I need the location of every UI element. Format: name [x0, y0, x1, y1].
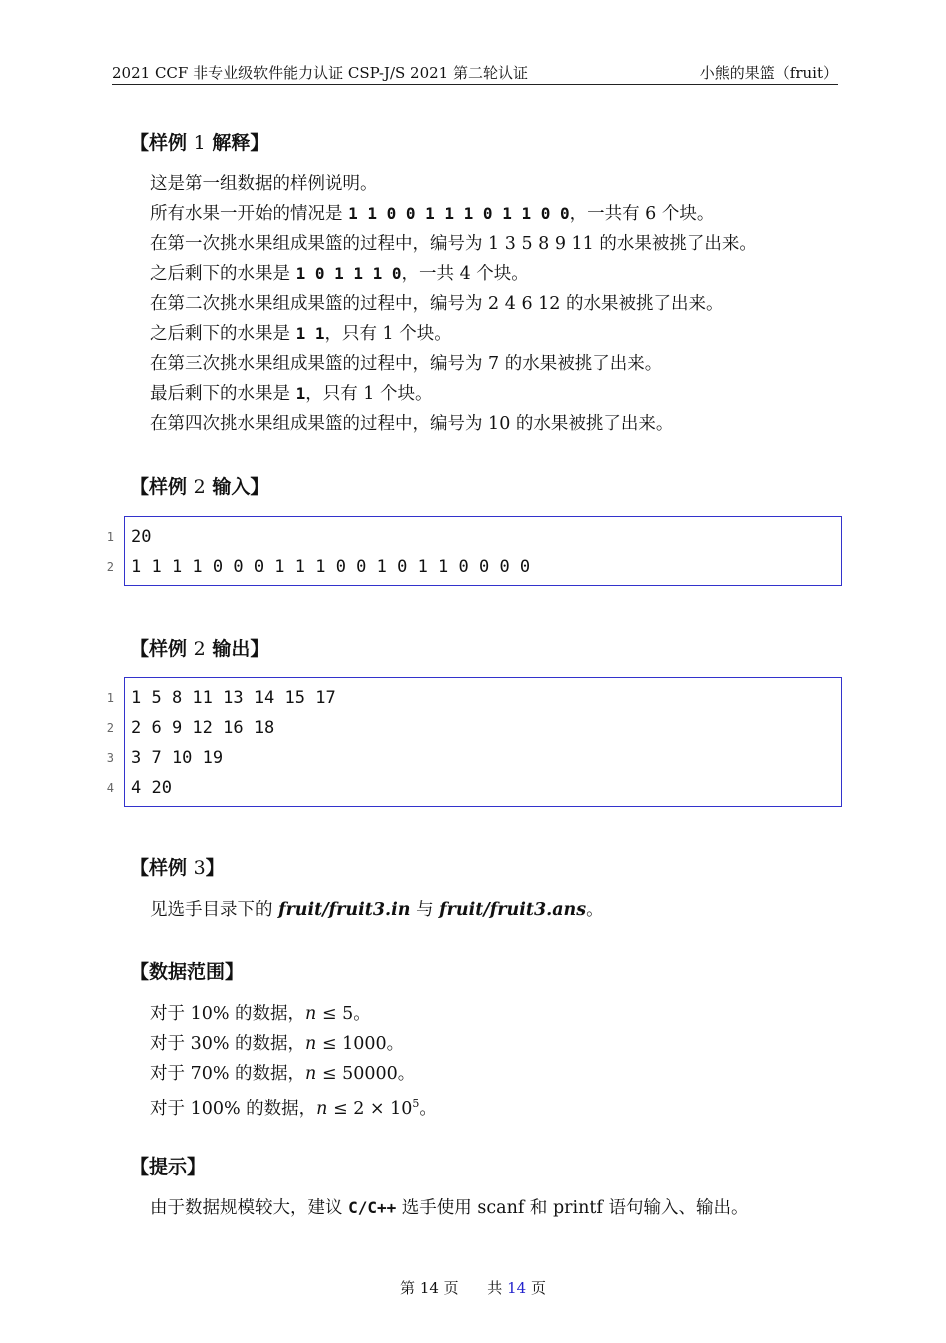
data-range-body — [150, 999, 437, 1124]
sample3-body: 见选手目录下的 fruit/fruit3.in 与 fruit/fruit3.ans。 — [150, 900, 604, 920]
sample3-heading: 【样例 3】 — [130, 857, 225, 879]
range-line: 对于 10% 的数据，n ≤ 5。 — [150, 1004, 371, 1024]
range-line: 对于 70% 的数据，n ≤ 50000。 — [150, 1064, 416, 1084]
data-range-heading: 【数据范围】 — [130, 961, 245, 983]
heading-suffix: 解释】 — [205, 132, 270, 154]
sample2-input-heading: 【样例 2 输入】 — [130, 476, 270, 498]
file-name: fruit/fruit3.in — [278, 900, 411, 920]
explain-line: 所有水果一开始的情况是 1 1 0 0 1 1 1 0 1 1 0 0，一共有 6 个块。 — [150, 204, 715, 224]
explain-line: 在第二次挑水果组成果篮的过程中，编号为 2 4 6 12 的水果被挑了出来。 — [150, 294, 724, 314]
code-line: 3 7 10 19 — [131, 748, 224, 768]
explain-line: 在第一次挑水果组成果篮的过程中，编号为 1 3 5 8 9 11 的水果被挑了出来。 — [150, 234, 757, 254]
line-number: 1 — [106, 691, 114, 705]
page-footer: 第 14 页 共 14 页 — [400, 1279, 546, 1297]
explain-line: 之后剩下的水果是 1 1，只有 1 个块。 — [150, 324, 452, 344]
line-number: 2 — [106, 560, 114, 574]
heading-number: 1 — [193, 132, 206, 154]
explain-line: 在第四次挑水果组成果篮的过程中，编号为 10 的水果被挑了出来。 — [150, 414, 674, 434]
range-line: 对于 100% 的数据，$n \le 2 \times 10^5$。 — [150, 1097, 437, 1119]
code-line: 20 — [131, 527, 152, 547]
header-right: 小熊的果篮（fruit） — [699, 64, 838, 82]
page-header — [112, 60, 838, 85]
line-number: 4 — [106, 781, 114, 795]
code-line: 1 1 1 1 0 0 0 1 1 1 0 0 1 0 1 1 0 0 0 0 — [131, 557, 531, 577]
sample2-output-box — [124, 677, 842, 807]
explain-line: 这是第一组数据的样例说明。 — [150, 174, 378, 194]
hint-body: 由于数据规模较大，建议 C/C++ 选手使用 scanf 和 printf 语句输入、输出。 — [150, 1198, 749, 1218]
explain-line: 在第三次挑水果组成果篮的过程中，编号为 7 的水果被挑了出来。 — [150, 354, 663, 374]
file-name: fruit/fruit3.ans — [439, 900, 587, 920]
range-line: 对于 30% 的数据，n ≤ 1000。 — [150, 1034, 405, 1054]
sample1-explain-heading — [130, 128, 269, 155]
sample2-output-heading: 【样例 2 输出】 — [130, 638, 270, 660]
sample1-explain-body — [150, 169, 757, 439]
line-number: 3 — [106, 751, 114, 765]
code-line: 4 20 — [131, 778, 172, 798]
heading-prefix: 【样例 — [130, 132, 194, 154]
header-left: 2021 CCF 非专业级软件能力认证 CSP-J/S 2021 第二轮认证 — [112, 64, 528, 82]
line-number: 1 — [106, 530, 114, 544]
line-number: 2 — [106, 721, 114, 735]
sample2-input-box — [124, 516, 842, 586]
explain-line: 之后剩下的水果是 1 0 1 1 1 0，一共 4 个块。 — [150, 264, 529, 284]
code-line: 2 6 9 12 16 18 — [131, 718, 275, 738]
total-pages: 14 — [507, 1279, 527, 1297]
explain-line: 最后剩下的水果是 1，只有 1 个块。 — [150, 384, 433, 404]
code-line: 1 5 8 11 13 14 15 17 — [131, 688, 336, 708]
hint-heading: 【提示】 — [130, 1156, 207, 1178]
page-number: 14 — [419, 1279, 439, 1297]
